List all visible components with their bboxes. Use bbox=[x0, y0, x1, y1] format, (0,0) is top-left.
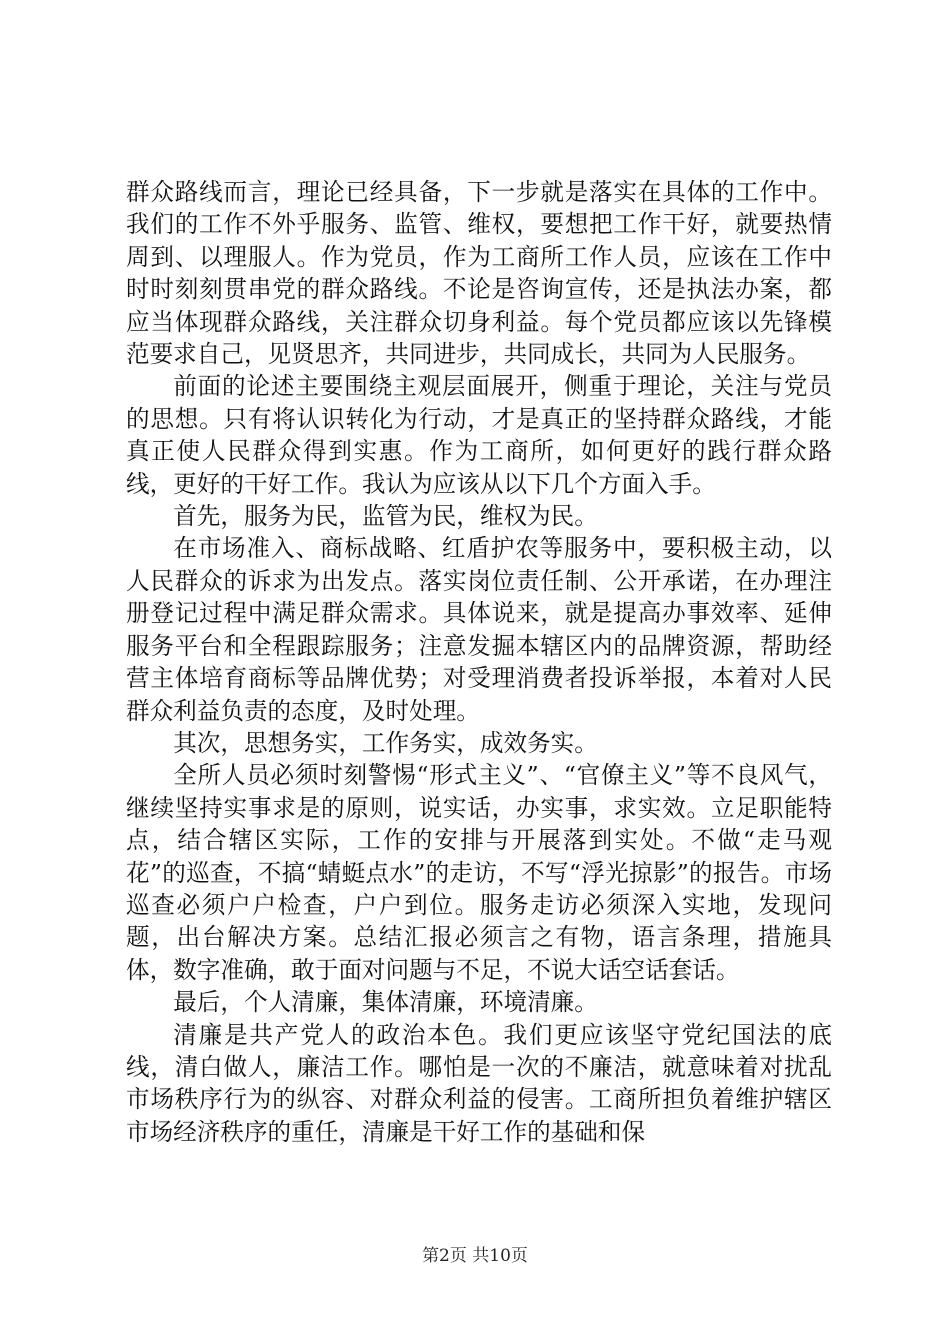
paragraph-6: 全所人员必须时刻警惕“形式主义”、“官僚主义”等不良风气，继续坚持实事求是的原则，说实话，办实事，求实效。立足职能特点，结合辖区实际，工作的安排与开展落到实处。不做“走马观花”的巡查，不搞“蜻蜓点水”的走访，不写“浮光掠影”的报告。市场巡查必须户户检查，户户到位。服务走访必须深入实地，发现问题，出台解决方案。总结汇报必须言之有物，语言条理，措施具体，数字准确，敢于面对问题与不足，不说大话空话套话。 bbox=[126, 761, 832, 984]
paragraph-7: 最后，个人清廉，集体清廉，环境清廉。 bbox=[173, 988, 598, 1017]
paragraph-1: 群众路线而言，理论已经具备，下一步就是落实在具体的工作中。我们的工作不外乎服务、监管、维权，要想把工作干好，就要热情周到、以理服人。作为党员，作为工商所工作人员，应该在工作中时时刻刻贯串党的群众路线。不论是咨询宣传，还是执法办案，都应当体现群众路线，关注群众切身利益。每个党员都应该以先锋模范要求自己，见贤思齐，共同进步，共同成长，共同为人民服务。 bbox=[126, 178, 832, 369]
page-number-footer: 第2页 共10页 bbox=[422, 1246, 528, 1266]
paragraph-5: 其次，思想务实，工作务实，成效务实。 bbox=[173, 728, 598, 757]
paragraph-8: 清廉是共产党人的政治本色。我们更应该坚守党纪国法的底线，清白做人，廉洁工作。哪怕是一次的不廉洁，就意味着对扰乱市场秩序行为的纵容、对群众利益的侵害。工商所担负着维护辖区市场经济秩序的重任，清廉是干好工作的基础和保 bbox=[126, 1020, 832, 1146]
paragraph-4: 在市场准入、商标战略、红盾护农等服务中，要积极主动，以人民群众的诉求为出发点。落实岗位责任制、公开承诺，在办理注册登记过程中满足群众需求。具体说来，就是提高办事效率、延伸服务平台和全程跟踪服务；注意发掘本辖区内的品牌资源，帮助经营主体培育商标等品牌优势；对受理消费者投诉举报，本着对人民群众利益负责的态度，及时处理。 bbox=[126, 534, 832, 725]
paragraph-3: 首先，服务为民，监管为民，维权为民。 bbox=[173, 502, 598, 531]
paragraph-2: 前面的论述主要围绕主观层面展开，侧重于理论，关注与党员的思想。只有将认识转化为行动，才是真正的坚持群众路线，才能真正使人民群众得到实惠。作为工商所，如何更好的践行群众路线，更好的干好工作。我认为应该从以下几个方面入手。 bbox=[126, 372, 832, 498]
document-body bbox=[126, 176, 832, 1148]
